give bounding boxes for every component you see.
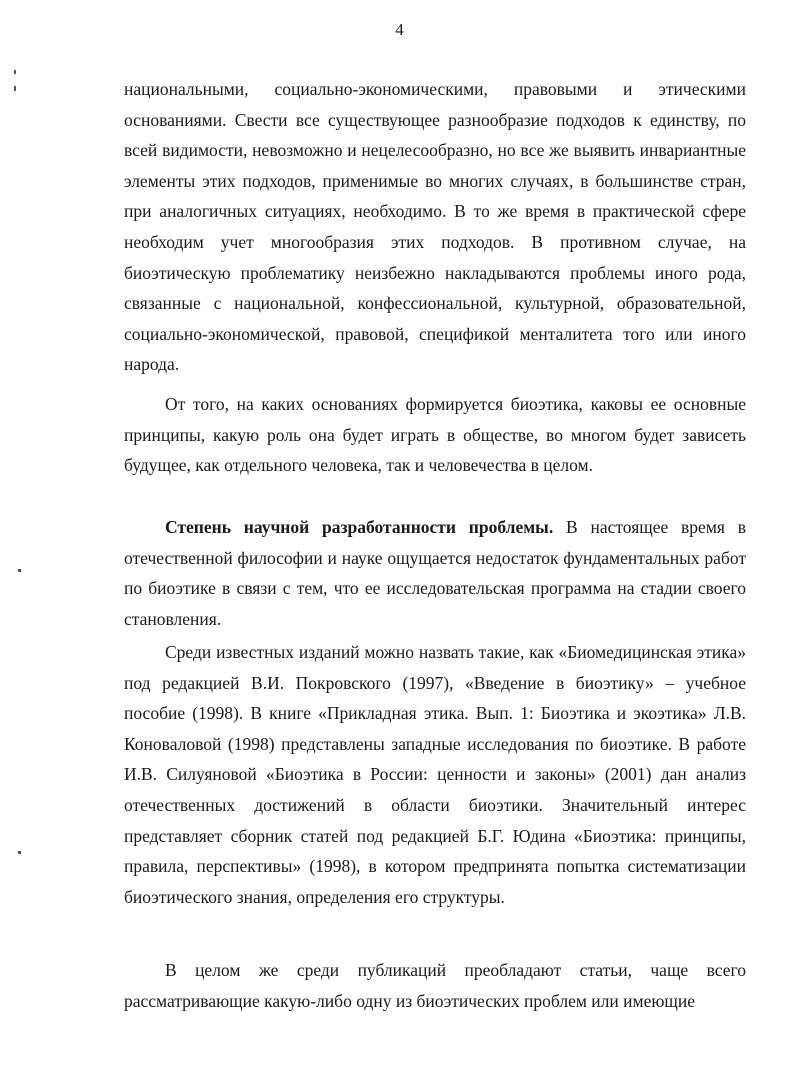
page-number: 4: [395, 20, 404, 39]
paragraph-text: В настоящее время в отечественной философии и науке ощущается недостаток фундаментальных работ по биоэтике в связи с тем, что ее исследовательская программа на стадии своего становления.: [124, 517, 746, 629]
scan-mark: [18, 851, 21, 854]
scan-mark: [14, 70, 16, 74]
paragraph-publications: Среди известных изданий можно назвать такие, как «Биомедицинская этика» под редакцией В.И. Покровского (1997), «Введение в биоэтику» – учебное пособие (1998). В книге «Прикладная этика. Вып. 1: Биоэтика и экоэтика» Л.В. Коноваловой (1998) представлены западные исследования по биоэтике. В работе И.В. Силуяновой «Биоэтика в России: ценности и законы» (2001) дан анализ отечественных достижений в области биоэтики. Значительный интерес представляет сборник статей под редакцией Б.Г. Юдина «Биоэтика: принципы, правила, перспективы» (1998), в котором предпринята попытка систематизации биоэтического знания, определения его структуры.: [124, 642, 746, 907]
paragraph-articles: В целом же среди публикаций преобладают статьи, чаще всего рассматривающие какую-либо одну из биоэтических проблем или имеющие: [124, 960, 746, 1011]
paragraph-research-degree: [124, 512, 746, 634]
scan-mark: [18, 569, 21, 572]
scan-mark: [14, 86, 16, 91]
section-heading: Степень научной разработанности проблемы.: [165, 517, 554, 537]
paragraph-bioethics-foundations: От того, на каких основаниях формируется биоэтика, каковы ее основные принципы, какую роль она будет играть в обществе, во многом будет зависеть будущее, как отдельного человека, так и человечества в целом.: [124, 394, 746, 476]
paragraph-continuation: национальными, социально-экономическими, правовыми и этическими основаниями. Свести все существующее разнообразие подходов к единству, по всей видимости, невозможно и нецелесообразно, но все же выявить инвариантные элементы этих подходов, применимые во многих случаях, в большинстве стран, при аналогичных ситуациях, необходимо. В то же время в практической сфере необходим учет многообразия этих подходов. В противном случае, на биоэтическую проблематику неизбежно накладываются проблемы иного рода, связанные с национальной, конфессиональной, культурной, образовательной, социально-экономической, правовой, спецификой менталитета того или иного народа.: [124, 79, 746, 375]
